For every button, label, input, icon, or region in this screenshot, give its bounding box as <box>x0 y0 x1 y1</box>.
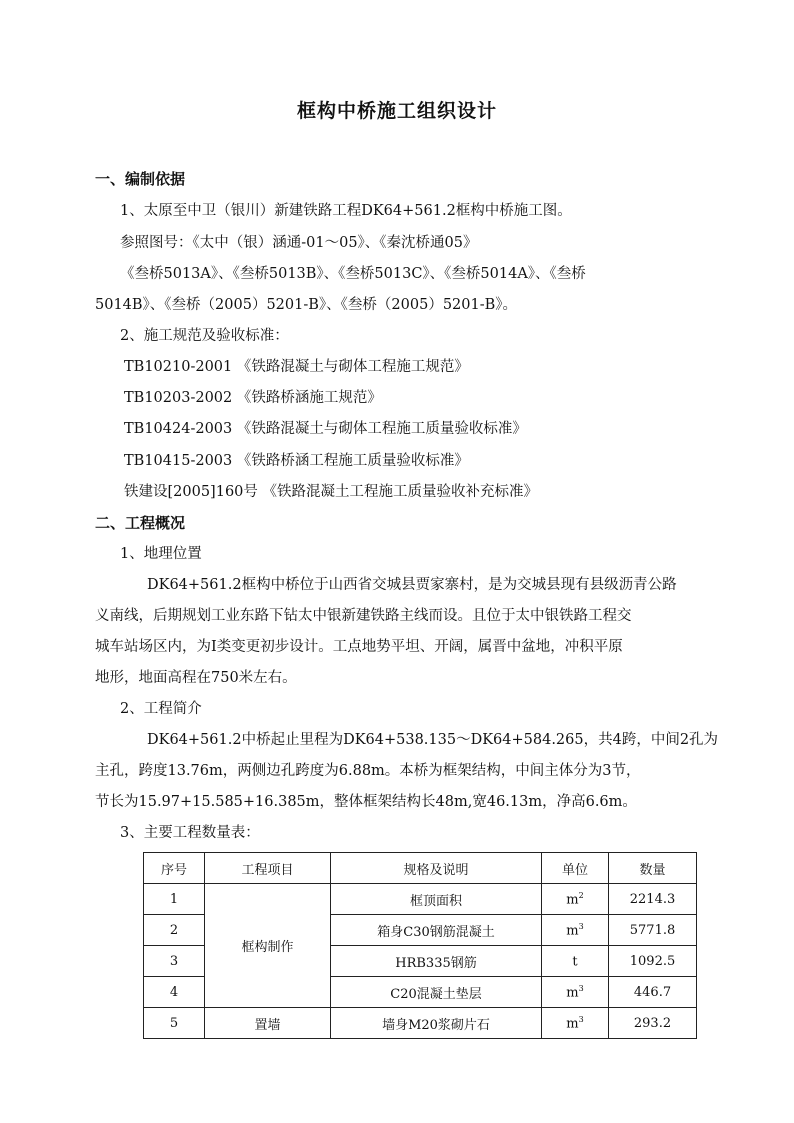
cell-no: 1 <box>144 884 205 915</box>
column-header-project: 工程项目 <box>205 853 331 884</box>
cell-quantity: 293.2 <box>609 1008 697 1039</box>
document-title: 框构中桥施工组织设计 <box>296 100 497 122</box>
column-header-unit: 单位 <box>542 853 609 884</box>
standard-item: TB10210-2001 《铁路混凝土与砌体工程施工规范》 <box>124 359 469 375</box>
cell-spec: HRB335钢筋 <box>331 946 542 977</box>
unit-base: m <box>566 892 579 908</box>
cell-project: 置墙 <box>205 1008 331 1039</box>
reference-line-2: 5014B》、《叁桥（2005）5201-B》、《叁桥（2005）5201-B》。 <box>95 297 518 313</box>
cell-quantity: 446.7 <box>609 977 697 1008</box>
standard-item: 铁建设[2005]160号 《铁路混凝土工程施工质量验收补充标准》 <box>124 484 538 500</box>
basis-item-1: 1、太原至中卫（银川）新建铁路工程DK64+561.2框构中桥施工图。 <box>120 203 572 219</box>
location-paragraph-line: 地形，地面高程在750米左右。 <box>95 670 297 686</box>
table-row <box>144 884 697 915</box>
unit-base: m <box>566 985 579 1001</box>
table-row <box>144 1008 697 1039</box>
introduction-paragraph-line: 节长为15.97+15.585+16.385m，整体框架结构长48m,宽46.13m，净高6.6m。 <box>95 794 637 810</box>
cell-no: 4 <box>144 977 205 1008</box>
table-header-row <box>144 853 697 884</box>
cell-unit <box>542 946 609 977</box>
cell-no: 3 <box>144 946 205 977</box>
introduction-paragraph-line: DK64+561.2中桥起止里程为DK64+538.135～DK64+584.265，共4跨，中间2孔为 <box>147 732 719 748</box>
cell-spec: 框顶面积 <box>331 884 542 915</box>
subheading-location: 1、地理位置 <box>120 546 202 562</box>
cell-no: 2 <box>144 915 205 946</box>
column-header-quantity: 数量 <box>609 853 697 884</box>
column-header-spec: 规格及说明 <box>331 853 542 884</box>
unit-base: m <box>566 923 579 939</box>
section-heading-overview: 二、工程概况 <box>95 514 186 532</box>
unit-exponent: 2 <box>578 890 584 900</box>
unit-exponent: 3 <box>578 1014 584 1024</box>
basis-item-2: 2、施工规范及验收标准： <box>120 328 289 344</box>
cell-quantity: 2214.3 <box>609 884 697 915</box>
location-paragraph-line: 义南线，后期规划工业东路下钻太中银新建铁路主线而设。且位于太中银铁路工程交 <box>95 608 632 624</box>
cell-quantity: 1092.5 <box>609 946 697 977</box>
location-paragraph-line: 城车站场区内，为Ⅰ类变更初步设计。工点地势平坦、开阔，属晋中盆地，冲积平原 <box>95 639 623 655</box>
cell-unit <box>542 884 609 915</box>
column-header-no: 序号 <box>144 853 205 884</box>
cell-unit <box>542 915 609 946</box>
unit-exponent: 3 <box>578 921 584 931</box>
cell-no: 5 <box>144 1008 205 1039</box>
standard-item: TB10424-2003 《铁路混凝土与砌体工程施工质量验收标准》 <box>124 421 527 437</box>
reference-drawings: 参照图号：《太中（银）涵通-01～05》、《秦沈桥通05》 <box>120 235 478 251</box>
unit-base: m <box>566 1016 579 1032</box>
subheading-quantity-table: 3、主要工程数量表： <box>120 825 260 841</box>
section-heading-basis: 一、编制依据 <box>95 170 186 188</box>
cell-unit <box>542 977 609 1008</box>
cell-quantity: 5771.8 <box>609 915 697 946</box>
introduction-paragraph-line: 主孔，跨度13.76m，两侧边孔跨度为6.88m。本桥为框架结构，中间主体分为3节， <box>95 763 641 779</box>
cell-unit <box>542 1008 609 1039</box>
standard-item: TB10415-2003 《铁路桥涵工程施工质量验收标准》 <box>124 453 469 469</box>
cell-spec: 墙身M20浆砌片石 <box>331 1008 542 1039</box>
subheading-introduction: 2、工程简介 <box>120 701 202 717</box>
reference-line-1: 《叁桥5013A》、《叁桥5013B》、《叁桥5013C》、《叁桥5014A》、《叁桥 <box>120 266 586 282</box>
unit-exponent: 3 <box>578 983 584 993</box>
cell-project-group: 框构制作 <box>205 884 331 1008</box>
cell-spec: C20混凝土垫层 <box>331 977 542 1008</box>
cell-spec: 箱身C30钢筋混凝土 <box>331 915 542 946</box>
location-paragraph-line: DK64+561.2框构中桥位于山西省交城县贾家寨村，是为交城县现有县级沥青公路 <box>147 577 677 593</box>
quantity-table <box>143 852 697 1039</box>
standard-item: TB10203-2002 《铁路桥涵施工规范》 <box>124 390 382 406</box>
unit-base: t <box>572 954 578 970</box>
